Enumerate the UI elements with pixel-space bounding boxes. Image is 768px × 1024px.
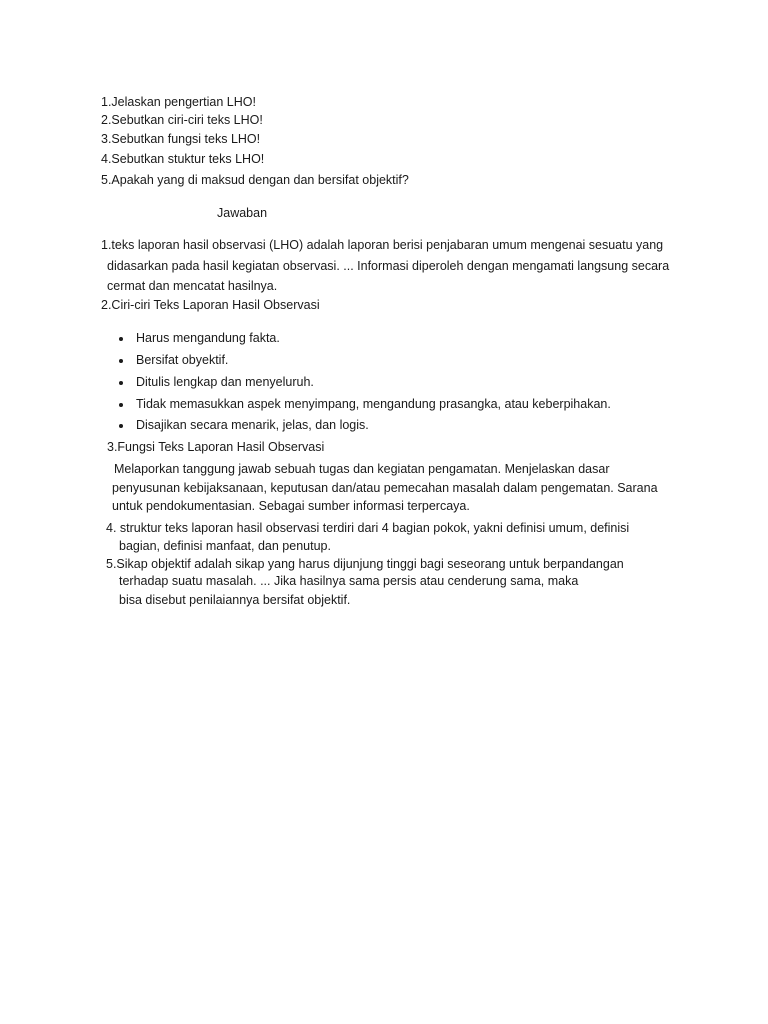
question-4: 4.Sebutkan stuktur teks LHO! bbox=[101, 152, 265, 166]
list-item: Tidak memasukkan aspek menyimpang, mengandung prasangka, atau keberpihakan. bbox=[136, 397, 611, 411]
answers-heading: Jawaban bbox=[217, 206, 268, 220]
question-5: 5.Apakah yang di maksud dengan dan bersifat objektif? bbox=[101, 173, 409, 187]
answer-1-line-3: cermat dan mencatat hasilnya. bbox=[107, 279, 278, 293]
bullet-dot bbox=[119, 403, 123, 407]
bullet-dot bbox=[119, 359, 123, 363]
bullet-dot bbox=[119, 424, 123, 428]
answer-3-heading: 3.Fungsi Teks Laporan Hasil Observasi bbox=[107, 440, 325, 454]
answer-5-line-3: bisa disebut penilaiannya bersifat objektif. bbox=[119, 593, 351, 607]
answer-4-line-2: bagian, definisi manfaat, dan penutup. bbox=[119, 539, 331, 553]
question-2: 2.Sebutkan ciri-ciri teks LHO! bbox=[101, 113, 263, 127]
list-item: Harus mengandung fakta. bbox=[136, 331, 280, 345]
list-item: Bersifat obyektif. bbox=[136, 353, 229, 367]
question-1: 1.Jelaskan pengertian LHO! bbox=[101, 95, 256, 109]
answer-5-line-2: terhadap suatu masalah. ... Jika hasilnya sama persis atau cenderung sama, maka bbox=[119, 574, 579, 588]
answer-3-line-3: untuk pendokumentasian. Sebagai sumber informasi terpercaya. bbox=[112, 499, 470, 513]
answer-2-heading: 2.Ciri-ciri Teks Laporan Hasil Observasi bbox=[101, 298, 320, 312]
answer-4-line-1: 4. struktur teks laporan hasil observasi terdiri dari 4 bagian pokok, yakni definisi umum, definisi bbox=[106, 521, 630, 535]
question-3: 3.Sebutkan fungsi teks LHO! bbox=[101, 132, 261, 146]
answer-1-line-2: didasarkan pada hasil kegiatan observasi. ... Informasi diperoleh dengan mengamati langsung secara bbox=[107, 259, 670, 273]
answer-3-line-2: penyusunan kebijaksanaan, keputusan dan/atau pemecahan masalah dalam pengematan. Sarana bbox=[112, 481, 658, 495]
bullet-dot bbox=[119, 337, 123, 341]
list-item: Disajikan secara menarik, jelas, dan logis. bbox=[136, 418, 369, 432]
answer-1-line-1: 1.teks laporan hasil observasi (LHO) adalah laporan berisi penjabaran umum mengenai sesuatu yang bbox=[101, 238, 664, 252]
answer-3-line-1: Melaporkan tanggung jawab sebuah tugas dan kegiatan pengamatan. Menjelaskan dasar bbox=[114, 462, 610, 476]
bullet-dot bbox=[119, 381, 123, 385]
list-item: Ditulis lengkap dan menyeluruh. bbox=[136, 375, 314, 389]
answer-5-line-1: 5.Sikap objektif adalah sikap yang harus dijunjung tinggi bagi seseorang untuk berpandangan bbox=[106, 557, 624, 571]
